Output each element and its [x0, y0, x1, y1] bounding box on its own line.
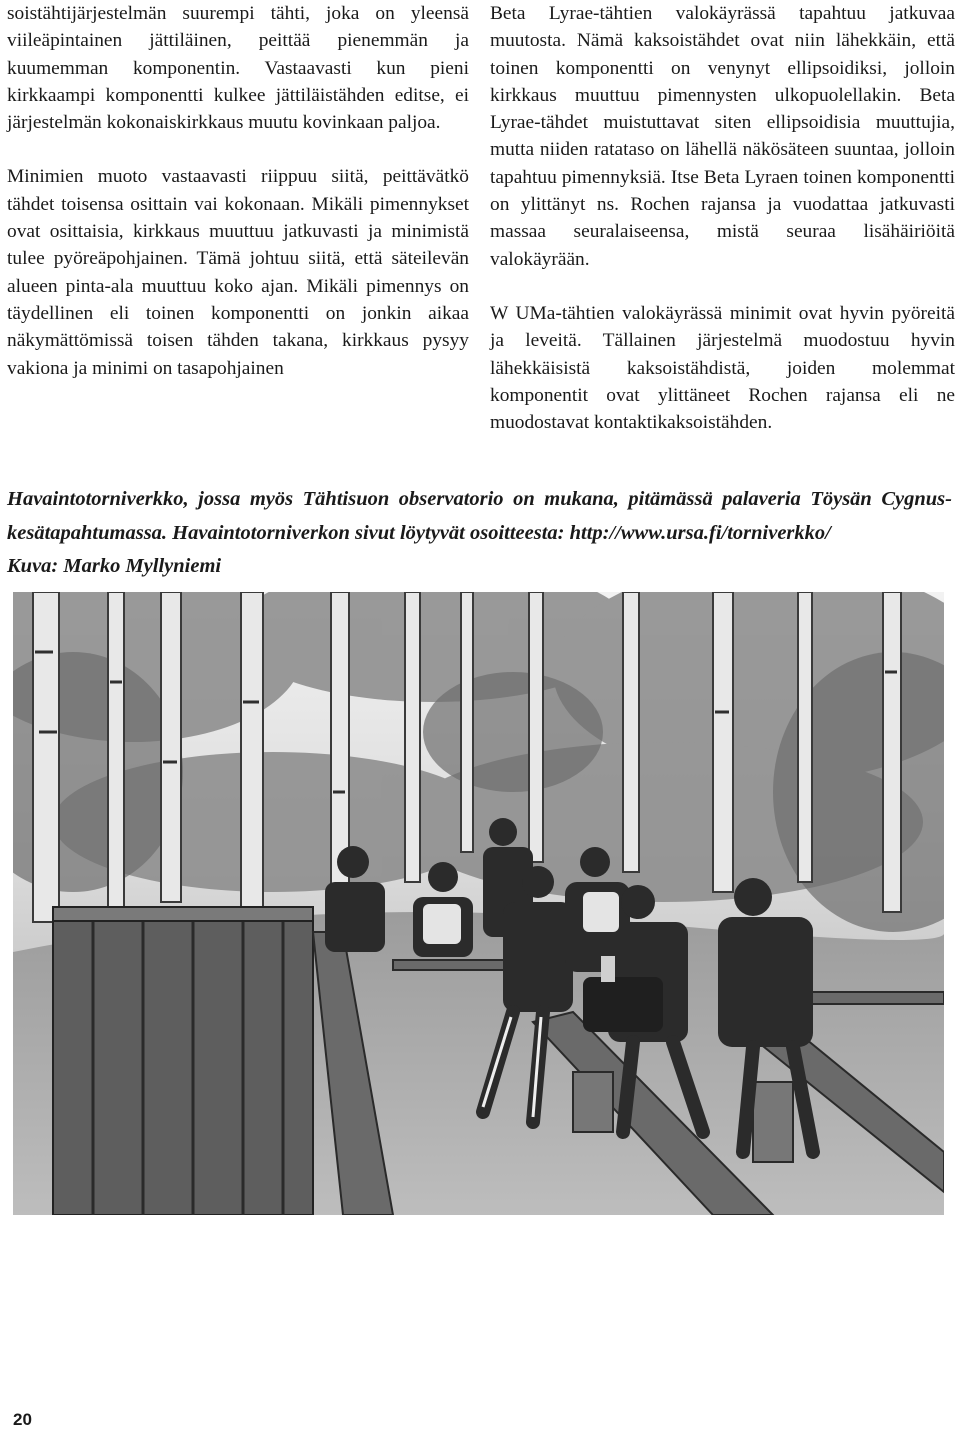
photo-caption — [7, 483, 952, 584]
right-paragraph-1: Beta Lyrae-tähtien valokäyrässä tapahtuu jatkuvaa muutosta. Nämä kaksoistähdet ovat niin lähekkäin, että toinen komponentti on venynyt ellipsoidiksi, jolloin kirkkaus muuttuu pimennysten ulkopuolellakin. Beta Lyrae-tähdet muistuttavat siten ellipsoidisia muuttujia, mutta niiden ratataso on lähellä näkösäteen suuntaa, jolloin tapahtuu pimennyksiä. Itse Beta Lyraen toinen komponentti on ylittänyt ns. Rochen rajansa ja vuodattaa jatkuvasti massaa seuralaiseensa, mistä seuraa lisähäiriöitä valokäyrään. — [490, 3, 955, 270]
left-text-column — [7, 0, 469, 382]
right-paragraph-2: W UMa-tähtien valokäyrässä minimit ovat hyvin pyöreitä ja leveitä. Tällainen järjestelmä muodostuu hyvin lähekkäisistä kaksoistähdistä, joiden molemmat komponentit ovat ylittäneet Rochen rajansa eli ne muodostavat kontaktikaksoistähden. — [490, 302, 955, 434]
left-paragraph-1: soistähtijärjestelmän suurempi tähti, joka on yleensä viileäpintainen jättiläinen, peittää pienemmän ja kuumemman komponentin. Vastaavasti kun pieni kirkkaampi komponentti kulkee jättiläistähden editse, ei järjestelmän kokonaiskirkkaus muutu kovinkaan paljoa. — [7, 3, 469, 134]
right-text-column — [490, 0, 955, 436]
forest-meeting-photo-illustration — [13, 592, 944, 1215]
meeting-photo — [13, 592, 944, 1215]
caption-text: Havaintotorniverkko, jossa myös Tähtisuon observatorio on mukana, pitämässä palaveria Töysän Cygnus-kesätapahtumassa. Havaintotorniverkon sivut löytyvät osoitteesta: http://www.ursa.fi/torniverkko/ — [7, 488, 952, 544]
left-paragraph-2: Minimien muoto vastaavasti riippuu siitä, peittävätkö tähdet toisensa osittain vai kokonaan. Mikäli pimennykset ovat osittaisia, kirkkaus muuttuu jatkuvasti ja minimistä tulee pyöreäpohjainen. Tämä johtuu siitä, että säteilevän alueen pinta-ala muuttuu koko ajan. Mikäli pimennys on täydellinen eli toinen komponentti on jonkin aikaa näkymättömissä toisen tähden takana, kirkkaus pysyy vakiona ja minimi on tasapohjainen — [7, 166, 469, 379]
photo-credit: Kuva: Marko Myllyniemi — [7, 555, 222, 577]
page-number: 20 — [13, 1410, 32, 1429]
